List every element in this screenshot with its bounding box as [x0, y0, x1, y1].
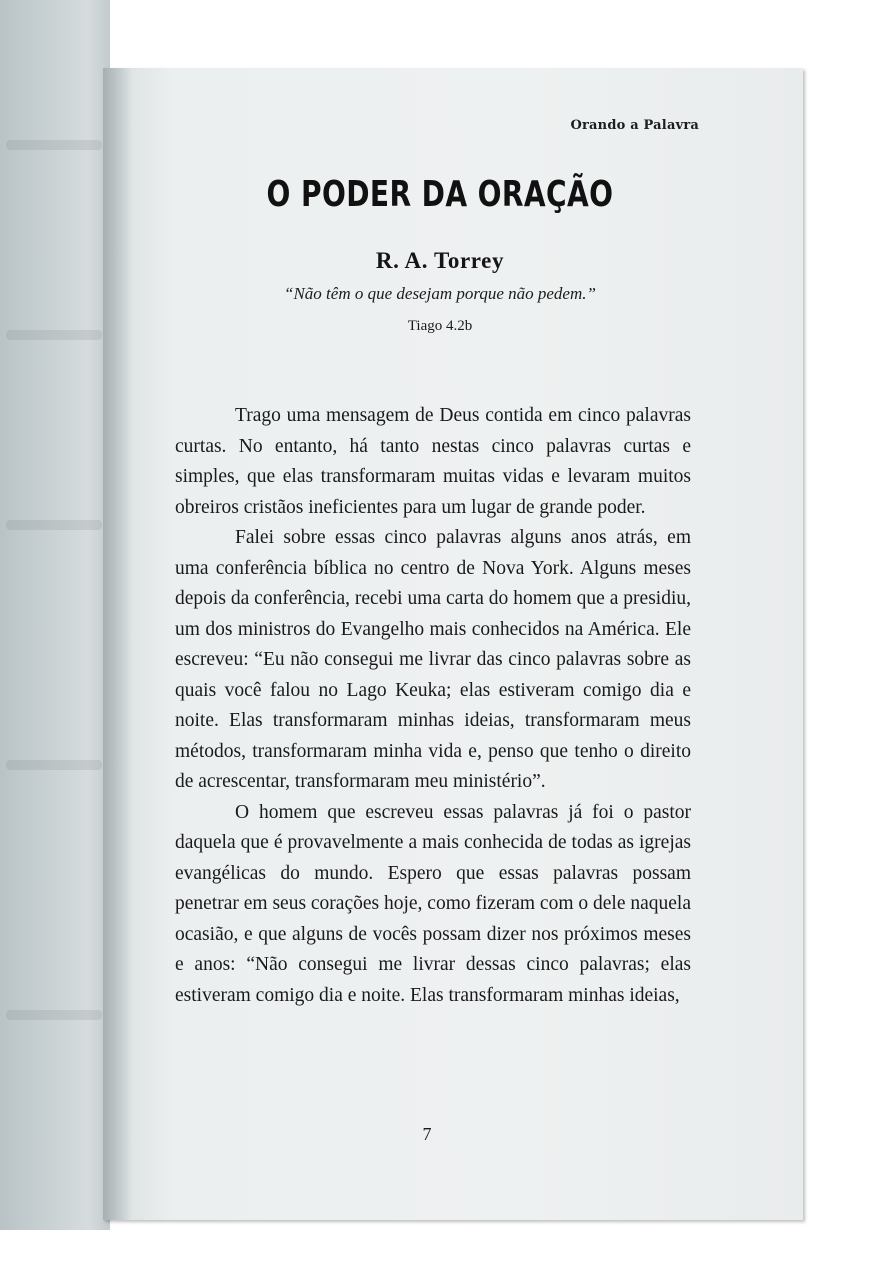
- page-number: 7: [422, 1124, 432, 1144]
- epigraph-quote: “Não têm o que desejam porque não pedem.”: [284, 284, 596, 303]
- paragraph: Trago uma mensagem de Deus contida em cinco palavras curtas. No entanto, há tanto nestas cinco palavras curtas e simples, que elas transformaram muitas vidas e levaram muitos obreiros cristãos ineficientes para um lugar de grande poder.: [175, 405, 691, 518]
- show-through-line: [6, 140, 102, 150]
- epigraph-reference: Tiago 4.2b: [407, 318, 473, 334]
- chapter-title: O PODER DA ORAÇÃO: [266, 174, 614, 215]
- paragraph: Falei sobre essas cinco palavras alguns anos atrás, em uma conferência bíblica no centro de Nova York. Alguns meses depois da conferência, recebi uma carta do homem que a presidiu, um dos ministros do Evangelho mais conhecidos na América. Ele escreveu: “Eu não consegui me livrar das cinco palavras sobre as quais você falou no Lago Keuka; elas estiveram comigo dia e noite. Elas transformaram minhas ideias, transformaram meus métodos, transformaram minha vida e, penso que tenho o direito de acrescentar, transformaram meu ministério”.: [175, 527, 691, 792]
- show-through-line: [6, 520, 102, 530]
- body-text: [175, 401, 691, 1011]
- left-page: [0, 0, 110, 1230]
- paragraph: O homem que escreveu essas palavras já foi o pastor daquela que é provavelmente a mais conhecida de todas as igrejas evangélicas do mundo. Espero que essas palavras possam penetrar em seus corações hoje, como fizeram com o dele naquela ocasião, e que alguns de vocês possam dizer nos próximos meses e anos: “Não consegui me livrar dessas cinco palavras; elas estiveram comigo dia e noite. Elas transformaram minhas ideias,: [175, 801, 691, 1006]
- show-through-line: [6, 1010, 102, 1020]
- show-through-line: [6, 330, 102, 340]
- show-through-line: [6, 760, 102, 770]
- right-page: [103, 68, 803, 1220]
- page-gutter-shadow: [103, 68, 133, 1220]
- running-head: Orando a Palavra: [570, 118, 699, 133]
- author-name: R. A. Torrey: [375, 248, 505, 273]
